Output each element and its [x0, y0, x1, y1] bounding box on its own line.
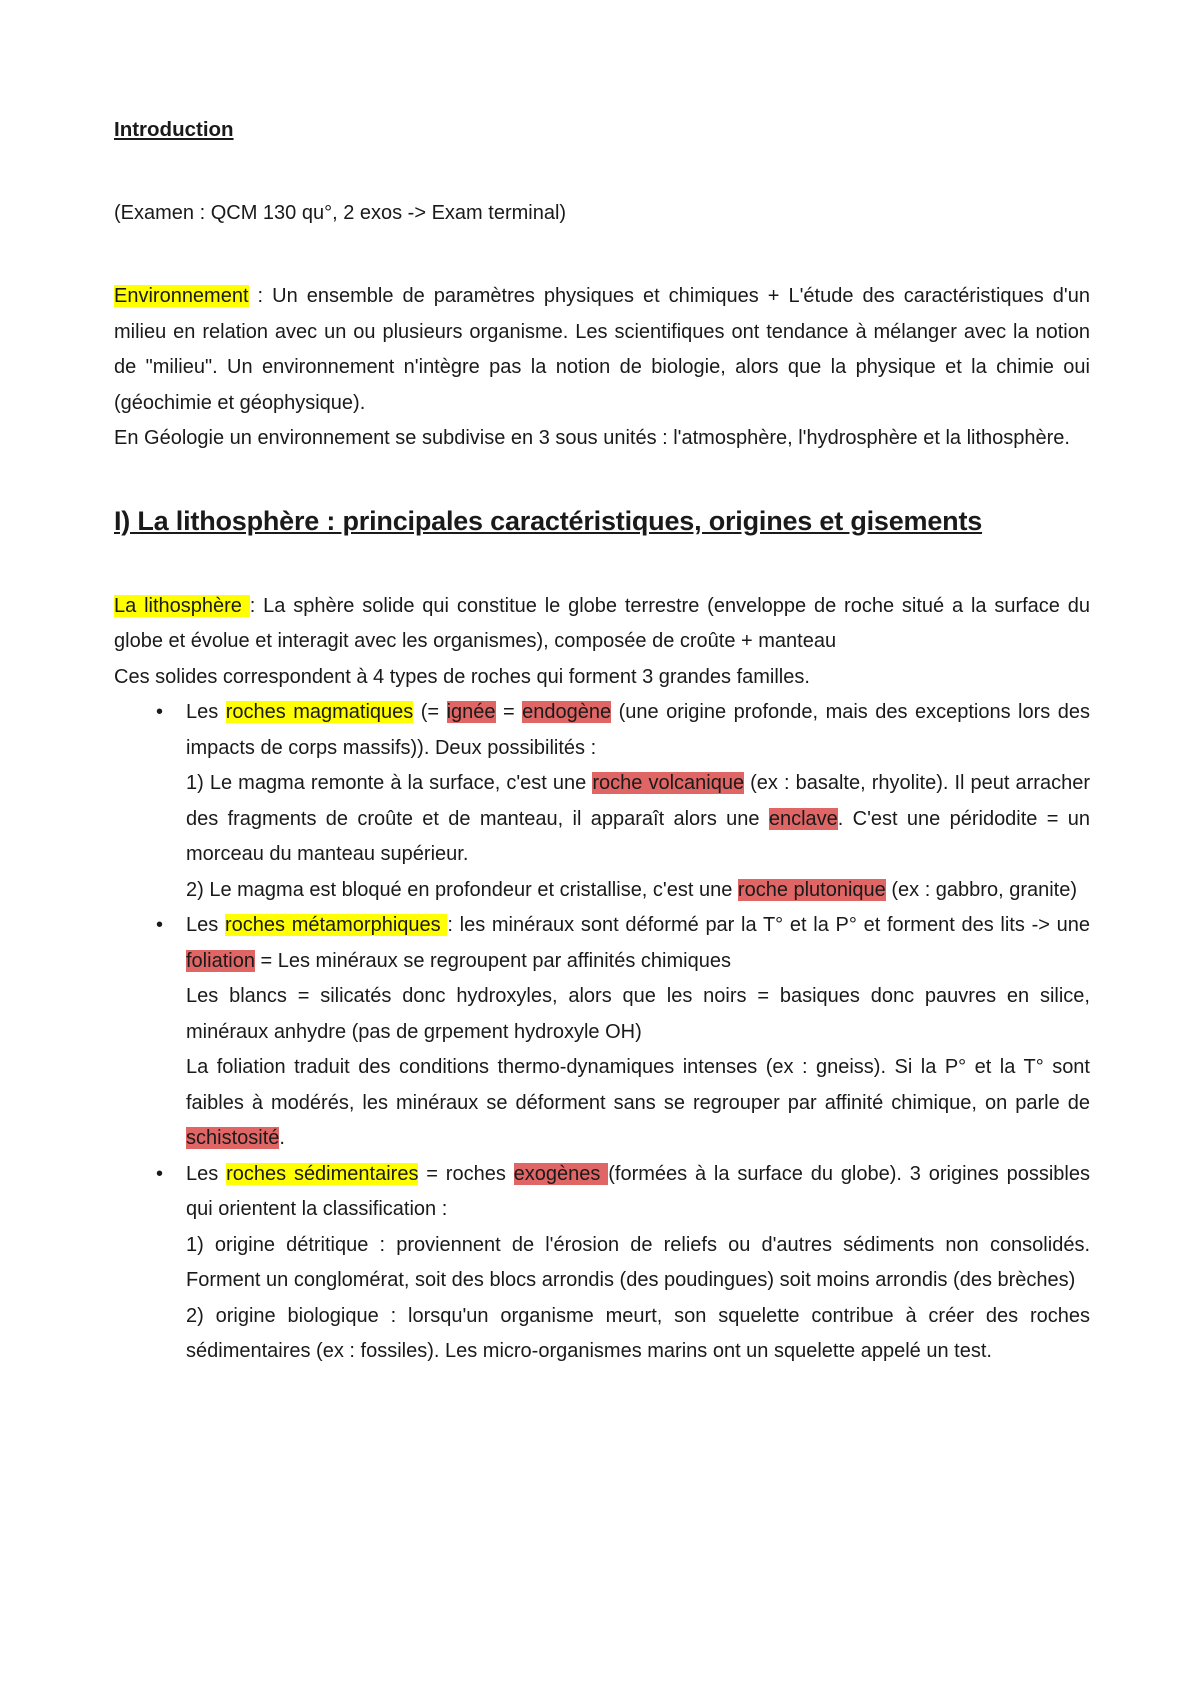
- term-endogene: endogène: [522, 701, 612, 723]
- text-fragment: = roches: [418, 1162, 514, 1185]
- term-enclave: enclave: [768, 807, 838, 830]
- rock-families-list: [114, 695, 1090, 1370]
- environment-definition: [114, 279, 1090, 457]
- text-fragment: : les minéraux sont déformé par la T° et la P° et forment des lits -> une: [447, 914, 1090, 936]
- metamorphic-foliation: [186, 1050, 1090, 1157]
- geology-paragraph: En Géologie un environnement se subdivise en 3 sous unités : l'atmosphère, l'hydrosphère et la lithosphère.: [114, 427, 1070, 449]
- lithosphere-definition: [114, 589, 1090, 1370]
- magmatic-plutonic: [186, 873, 1090, 909]
- text-fragment: . C'est une péridodite = un morceau du manteau supérieur.: [186, 807, 1090, 865]
- metamorphic-intro: [186, 908, 1090, 979]
- magmatic-intro: [186, 695, 1090, 766]
- section-1-heading: I) La lithosphère : principales caractéristiques, origines et gisements: [114, 505, 983, 536]
- text-fragment: =: [495, 701, 523, 723]
- term-roches-sedimentaires: roches sédimentaires: [226, 1162, 419, 1185]
- text-fragment: (une origine profonde, mais des exceptions lors des impacts de corps massifs)). Deux possibilités :: [186, 701, 1090, 759]
- text-fragment: (=: [413, 701, 447, 723]
- environment-text: : Un ensemble de paramètres physiques et chimiques + L'étude des caractéristiques d'un milieu en relation avec un ou plusieurs organisme. Les scientifiques ont tendance à mélanger avec la notion de "milieu". Un environnement n'intègre pas la notion de biologie, alors que la physique et la chimie oui (géochimie et géophysique).: [114, 285, 1090, 414]
- text-fragment: Les: [186, 701, 226, 723]
- term-lithosphere: La lithosphère: [114, 594, 250, 617]
- term-exogenes: exogènes: [513, 1162, 609, 1185]
- metamorphic-minerals: Les blancs = silicatés donc hydroxyles, alors que les noirs = basiques donc pauvres en silice, minéraux anhydre (pas de grpement hydroxyle OH): [186, 985, 1090, 1043]
- text-fragment: 1) Le magma remonte à la surface, c'est une: [186, 772, 593, 794]
- list-item-magmatic: [186, 695, 1090, 908]
- term-roche-volcanique: roche volcanique: [592, 772, 745, 794]
- lithosphere-paragraph: [114, 589, 1090, 660]
- text-fragment: Les: [186, 1162, 227, 1185]
- text-fragment: (ex : basalte, rhyolite). Il peut arracher des fragments de croûte et de manteau, il apparaît alors une: [186, 772, 1090, 830]
- term-foliation: foliation: [186, 949, 255, 972]
- intro-heading: Introduction: [114, 118, 234, 141]
- environment-paragraph: [114, 279, 1090, 421]
- term-ignee: ignée: [446, 701, 496, 723]
- term-environnement: Environnement: [114, 285, 249, 307]
- term-roche-plutonique: roche plutonique: [737, 878, 886, 901]
- sedimentary-biological: 2) origine biologique : lorsqu'un organisme meurt, son squelette contribue à créer des roches sédimentaires (ex : fossiles). Les micro-organismes marins ont un squelette appelé un test.: [186, 1304, 1090, 1362]
- term-roches-metamorphiques: roches métamorphiques: [224, 914, 448, 936]
- text-fragment: 2) Le magma est bloqué en profondeur et cristallise, c'est une: [186, 878, 738, 901]
- text-fragment: .: [279, 1127, 285, 1149]
- text-fragment: = Les minéraux se regroupent par affinités chimiques: [254, 949, 731, 972]
- sedimentary-intro: [186, 1157, 1090, 1228]
- lithosphere-text: : La sphère solide qui constitue le globe terrestre (enveloppe de roche situé a la surface du globe et évolue et interagit avec les organismes), composée de croûte + manteau: [114, 594, 1091, 652]
- list-item-metamorphic: [186, 908, 1090, 1157]
- text-fragment: La foliation traduit des conditions thermo-dynamiques intenses (ex : gneiss). Si la P° et la T° sont faibles à modérés, les minéraux se déforment sans se regrouper par affinité chimique, on parle de: [186, 1056, 1090, 1114]
- list-item-sedimentary: [186, 1157, 1090, 1370]
- magmatic-volcanic: [186, 766, 1090, 873]
- sedimentary-detrital: 1) origine détritique : proviennent de l'érosion de reliefs ou d'autres sédiments non consolidés. Forment un conglomérat, soit des blocs arrondis (des poudingues) soit moins arrondis (des brèches): [186, 1233, 1090, 1291]
- term-schistosite: schistosité: [186, 1127, 280, 1149]
- text-fragment: (ex : gabbro, granite): [885, 878, 1078, 901]
- exam-note: (Examen : QCM 130 qu°, 2 exos -> Exam terminal): [114, 201, 567, 224]
- text-fragment: Les: [186, 914, 225, 936]
- text-fragment: (formées à la surface du globe). 3 origines possibles qui orientent la classification :: [186, 1162, 1090, 1220]
- term-roches-magmatiques: roches magmatiques: [225, 701, 414, 723]
- families-intro: Ces solides correspondent à 4 types de roches qui forment 3 grandes familles.: [114, 665, 810, 688]
